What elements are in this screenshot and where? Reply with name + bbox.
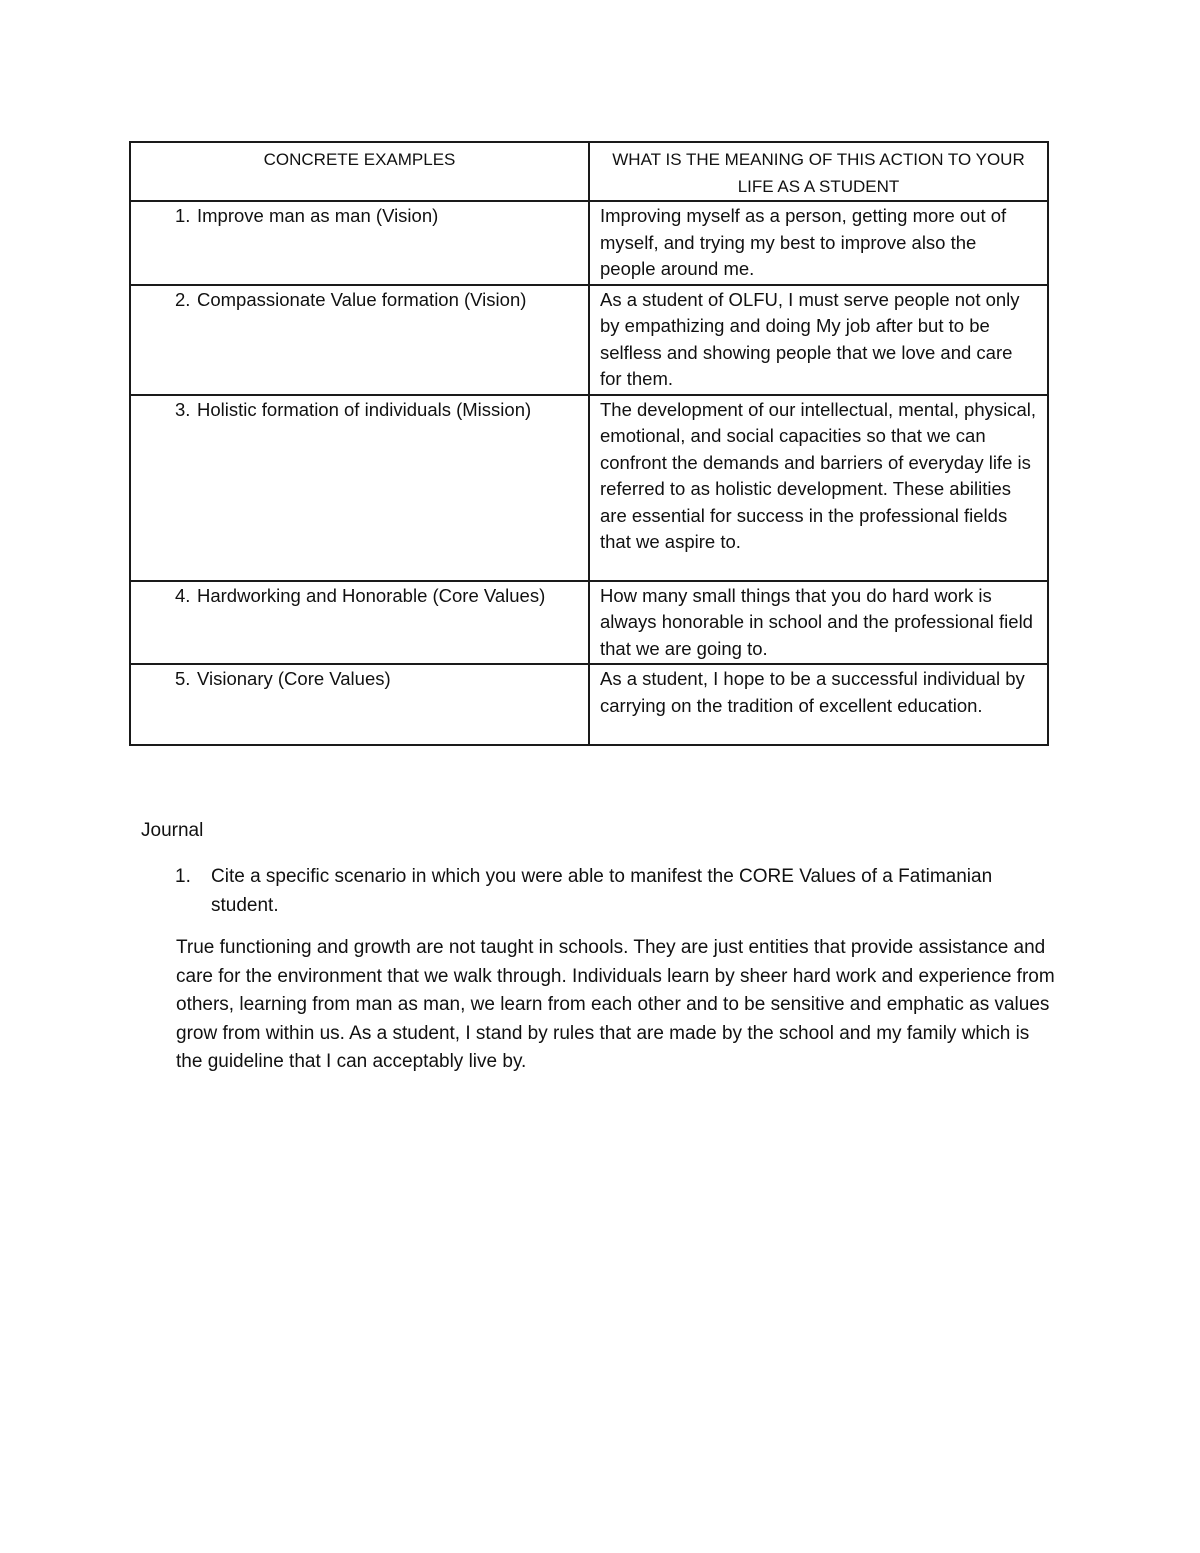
meaning-cell: As a student of OLFU, I must serve people not only by empathizing and doing My job after but to be selfless and showing people that we love and care for them. bbox=[589, 285, 1048, 395]
question-number: 1. bbox=[175, 866, 191, 887]
example-text: Visionary (Core Values) bbox=[197, 668, 391, 689]
table-row bbox=[130, 664, 1048, 745]
example-text: Hardworking and Honorable (Core Values) bbox=[197, 584, 546, 606]
journal-answer-paragraph: True functioning and growth are not taught in schools. They are just entities that provide assistance and care for the environment that we walk through. Individuals learn by sheer hard work and experience from others, learning from man as man, we learn from each other and to be sensitive and emphatic as values grow from within us. As a student, I stand by rules that are made by the school and my family which is the guideline that I can acceptably live by. bbox=[176, 937, 1055, 1072]
journal-question-item bbox=[141, 862, 1041, 920]
journal-heading: Journal bbox=[141, 820, 204, 841]
example-cell bbox=[130, 395, 589, 581]
table-row bbox=[130, 581, 1048, 665]
table-row bbox=[130, 285, 1048, 395]
concrete-examples-table bbox=[129, 141, 1049, 746]
example-text: Holistic formation of individuals (Mission) bbox=[197, 398, 532, 420]
header-concrete-examples: CONCRETE EXAMPLES bbox=[130, 142, 589, 201]
row-number: 3. bbox=[175, 398, 191, 420]
question-text: Cite a specific scenario in which you were able to manifest the CORE Values of a Fatimanian student. bbox=[211, 866, 993, 916]
example-cell bbox=[130, 581, 589, 665]
meaning-cell: The development of our intellectual, mental, physical, emotional, and social capacities so that we can confront the demands and barriers of everyday life is referred to as holistic development. These abilities are essential for success in the professional fields that we aspire to. bbox=[589, 395, 1048, 581]
example-text: Compassionate Value formation (Vision) bbox=[197, 288, 527, 310]
header-meaning: WHAT IS THE MEANING OF THIS ACTION TO YOUR LIFE AS A STUDENT bbox=[589, 142, 1048, 201]
meaning-cell: Improving myself as a person, getting more out of myself, and trying my best to improve also the people around me. bbox=[589, 201, 1048, 285]
table-header-row bbox=[130, 142, 1048, 201]
row-number: 1. bbox=[175, 205, 191, 226]
example-text: Improve man as man (Vision) bbox=[197, 205, 439, 226]
row-number: 4. bbox=[175, 584, 191, 606]
example-cell bbox=[130, 201, 589, 285]
meaning-cell: How many small things that you do hard work is always honorable in school and the professional field that we are going to. bbox=[589, 581, 1048, 665]
meaning-cell: As a student, I hope to be a successful individual by carrying on the tradition of excellent education. bbox=[589, 664, 1048, 745]
example-cell bbox=[130, 285, 589, 395]
table-row bbox=[130, 201, 1048, 285]
table-row bbox=[130, 395, 1048, 581]
row-number: 5. bbox=[175, 668, 191, 689]
example-cell bbox=[130, 664, 589, 745]
row-number: 2. bbox=[175, 288, 191, 310]
